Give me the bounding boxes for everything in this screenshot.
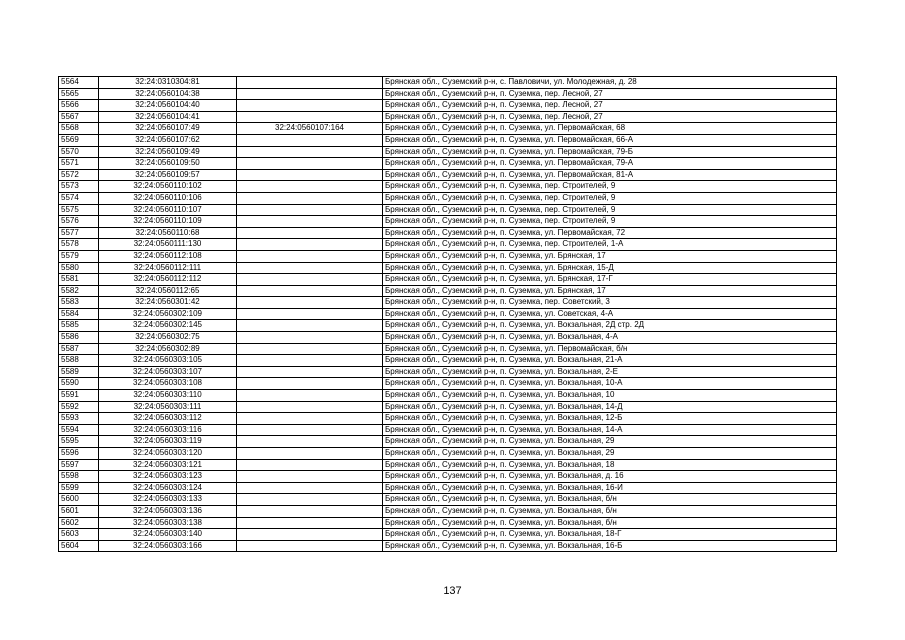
table-row [59, 355, 837, 367]
row-number-cell: 5569 [59, 134, 99, 146]
address-cell: Брянская обл., Суземский р-н, п. Суземка, ул. Советская, 4-А [383, 308, 837, 320]
address-cell: Брянская обл., Суземский р-н, п. Суземка, пер. Строителей, 9 [383, 204, 837, 216]
linked-cadastral-number-cell [237, 100, 383, 112]
row-number-cell: 5581 [59, 274, 99, 286]
cadastral-number-cell: 32:24:0560104:40 [99, 100, 237, 112]
address-cell: Брянская обл., Суземский р-н, п. Суземка, ул. Вокзальная, 29 [383, 448, 837, 460]
linked-cadastral-number-cell: 32:24:0560107:164 [237, 123, 383, 135]
linked-cadastral-number-cell [237, 285, 383, 297]
cadastral-number-cell: 32:24:0310304:81 [99, 77, 237, 89]
table-row [59, 274, 837, 286]
cadastral-number-cell: 32:24:0560303:121 [99, 459, 237, 471]
row-number-cell: 5589 [59, 366, 99, 378]
table-row [59, 366, 837, 378]
row-number-cell: 5570 [59, 146, 99, 158]
linked-cadastral-number-cell [237, 540, 383, 552]
row-number-cell: 5593 [59, 413, 99, 425]
cadastral-number-cell: 32:24:0560112:108 [99, 250, 237, 262]
cadastral-number-cell: 32:24:0560110:107 [99, 204, 237, 216]
row-number-cell: 5582 [59, 285, 99, 297]
linked-cadastral-number-cell [237, 390, 383, 402]
row-number-cell: 5588 [59, 355, 99, 367]
row-number-cell: 5591 [59, 390, 99, 402]
linked-cadastral-number-cell [237, 77, 383, 89]
row-number-cell: 5601 [59, 505, 99, 517]
cadastral-number-cell: 32:24:0560303:119 [99, 436, 237, 448]
table-row [59, 540, 837, 552]
table-row [59, 227, 837, 239]
table-row [59, 517, 837, 529]
table-row [59, 424, 837, 436]
address-cell: Брянская обл., Суземский р-н, с. Павловичи, ул. Молодежная, д. 28 [383, 77, 837, 89]
table-row [59, 123, 837, 135]
table-row [59, 471, 837, 483]
row-number-cell: 5586 [59, 332, 99, 344]
table-row [59, 390, 837, 402]
cadastral-number-cell: 32:24:0560303:112 [99, 413, 237, 425]
address-cell: Брянская обл., Суземский р-н, п. Суземка, ул. Вокзальная, 10 [383, 390, 837, 402]
row-number-cell: 5604 [59, 540, 99, 552]
address-cell: Брянская обл., Суземский р-н, п. Суземка, ул. Вокзальная, 2Д стр. 2Д [383, 320, 837, 332]
linked-cadastral-number-cell [237, 216, 383, 228]
address-cell: Брянская обл., Суземский р-н, п. Суземка, ул. Брянская, 15-Д [383, 262, 837, 274]
row-number-cell: 5594 [59, 424, 99, 436]
address-cell: Брянская обл., Суземский р-н, п. Суземка, ул. Вокзальная, 14-Д [383, 401, 837, 413]
linked-cadastral-number-cell [237, 262, 383, 274]
address-cell: Брянская обл., Суземский р-н, п. Суземка, ул. Брянская, 17-Г [383, 274, 837, 286]
linked-cadastral-number-cell [237, 320, 383, 332]
cadastral-number-cell: 32:24:0560302:89 [99, 343, 237, 355]
cadastral-number-cell: 32:24:0560107:62 [99, 134, 237, 146]
address-cell: Брянская обл., Суземский р-н, п. Суземка, ул. Первомайская, 68 [383, 123, 837, 135]
cadastral-number-cell: 32:24:0560104:38 [99, 88, 237, 100]
address-cell: Брянская обл., Суземский р-н, п. Суземка, пер. Лесной, 27 [383, 100, 837, 112]
linked-cadastral-number-cell [237, 366, 383, 378]
cadastral-number-cell: 32:24:0560104:41 [99, 111, 237, 123]
table-row [59, 459, 837, 471]
cadastral-number-cell: 32:24:0560110:102 [99, 181, 237, 193]
address-cell: Брянская обл., Суземский р-н, п. Суземка, пер. Лесной, 27 [383, 88, 837, 100]
linked-cadastral-number-cell [237, 471, 383, 483]
table-row [59, 239, 837, 251]
linked-cadastral-number-cell [237, 169, 383, 181]
linked-cadastral-number-cell [237, 88, 383, 100]
linked-cadastral-number-cell [237, 529, 383, 541]
row-number-cell: 5592 [59, 401, 99, 413]
row-number-cell: 5568 [59, 123, 99, 135]
address-cell: Брянская обл., Суземский р-н, п. Суземка, ул. Вокзальная, 21-А [383, 355, 837, 367]
table-row [59, 169, 837, 181]
linked-cadastral-number-cell [237, 227, 383, 239]
address-cell: Брянская обл., Суземский р-н, п. Суземка, ул. Вокзальная, б/н [383, 505, 837, 517]
address-cell: Брянская обл., Суземский р-н, п. Суземка, ул. Первомайская, 72 [383, 227, 837, 239]
table-row [59, 146, 837, 158]
linked-cadastral-number-cell [237, 146, 383, 158]
table-row [59, 308, 837, 320]
table-row [59, 181, 837, 193]
row-number-cell: 5598 [59, 471, 99, 483]
linked-cadastral-number-cell [237, 401, 383, 413]
row-number-cell: 5602 [59, 517, 99, 529]
address-cell: Брянская обл., Суземский р-н, п. Суземка, пер. Советский, 3 [383, 297, 837, 309]
cadastral-number-cell: 32:24:0560303:124 [99, 482, 237, 494]
cadastral-number-cell: 32:24:0560109:50 [99, 158, 237, 170]
row-number-cell: 5600 [59, 494, 99, 506]
address-cell: Брянская обл., Суземский р-н, п. Суземка, ул. Вокзальная, 4-А [383, 332, 837, 344]
table-row [59, 320, 837, 332]
row-number-cell: 5575 [59, 204, 99, 216]
cadastral-number-cell: 32:24:0560112:112 [99, 274, 237, 286]
cadastral-number-cell: 32:24:0560303:136 [99, 505, 237, 517]
address-cell: Брянская обл., Суземский р-н, п. Суземка, ул. Вокзальная, 12-Б [383, 413, 837, 425]
address-cell: Брянская обл., Суземский р-н, п. Суземка, ул. Первомайская, б/н [383, 343, 837, 355]
linked-cadastral-number-cell [237, 134, 383, 146]
cadastral-number-cell: 32:24:0560110:109 [99, 216, 237, 228]
row-number-cell: 5580 [59, 262, 99, 274]
registry-table [58, 76, 837, 552]
cadastral-number-cell: 32:24:0560303:111 [99, 401, 237, 413]
row-number-cell: 5603 [59, 529, 99, 541]
address-cell: Брянская обл., Суземский р-н, п. Суземка, ул. Первомайская, 66-А [383, 134, 837, 146]
address-cell: Брянская обл., Суземский р-н, п. Суземка, ул. Первомайская, 81-А [383, 169, 837, 181]
cadastral-number-cell: 32:24:0560303:110 [99, 390, 237, 402]
address-cell: Брянская обл., Суземский р-н, п. Суземка, ул. Вокзальная, 14-А [383, 424, 837, 436]
address-cell: Брянская обл., Суземский р-н, п. Суземка, пер. Лесной, 27 [383, 111, 837, 123]
table-row [59, 204, 837, 216]
cadastral-number-cell: 32:24:0560110:68 [99, 227, 237, 239]
address-cell: Брянская обл., Суземский р-н, п. Суземка, пер. Строителей, 1-А [383, 239, 837, 251]
row-number-cell: 5567 [59, 111, 99, 123]
table-row [59, 436, 837, 448]
cadastral-number-cell: 32:24:0560303:120 [99, 448, 237, 460]
row-number-cell: 5596 [59, 448, 99, 460]
address-cell: Брянская обл., Суземский р-н, п. Суземка, пер. Строителей, 9 [383, 181, 837, 193]
linked-cadastral-number-cell [237, 297, 383, 309]
address-cell: Брянская обл., Суземский р-н, п. Суземка, ул. Вокзальная, д. 16 [383, 471, 837, 483]
cadastral-number-cell: 32:24:0560303:107 [99, 366, 237, 378]
table-row [59, 111, 837, 123]
cadastral-number-cell: 32:24:0560303:140 [99, 529, 237, 541]
table-row [59, 448, 837, 460]
table-row [59, 250, 837, 262]
cadastral-number-cell: 32:24:0560302:109 [99, 308, 237, 320]
cadastral-number-cell: 32:24:0560301:42 [99, 297, 237, 309]
address-cell: Брянская обл., Суземский р-н, п. Суземка, ул. Брянская, 17 [383, 250, 837, 262]
address-cell: Брянская обл., Суземский р-н, п. Суземка, ул. Брянская, 17 [383, 285, 837, 297]
cadastral-number-cell: 32:24:0560302:75 [99, 332, 237, 344]
table-row [59, 77, 837, 89]
row-number-cell: 5577 [59, 227, 99, 239]
address-cell: Брянская обл., Суземский р-н, п. Суземка, ул. Вокзальная, 16-И [383, 482, 837, 494]
cadastral-number-cell: 32:24:0560112:65 [99, 285, 237, 297]
row-number-cell: 5573 [59, 181, 99, 193]
address-cell: Брянская обл., Суземский р-н, п. Суземка, ул. Вокзальная, 18 [383, 459, 837, 471]
address-cell: Брянская обл., Суземский р-н, п. Суземка, ул. Первомайская, 79-Б [383, 146, 837, 158]
table-row [59, 262, 837, 274]
row-number-cell: 5564 [59, 77, 99, 89]
linked-cadastral-number-cell [237, 413, 383, 425]
table-row [59, 100, 837, 112]
cadastral-number-cell: 32:24:0560303:105 [99, 355, 237, 367]
page-number: 137 [443, 585, 462, 597]
address-cell: Брянская обл., Суземский р-н, п. Суземка, ул. Вокзальная, 29 [383, 436, 837, 448]
row-number-cell: 5599 [59, 482, 99, 494]
table-row [59, 192, 837, 204]
row-number-cell: 5572 [59, 169, 99, 181]
address-cell: Брянская обл., Суземский р-н, п. Суземка, ул. Первомайская, 79-А [383, 158, 837, 170]
address-cell: Брянская обл., Суземский р-н, п. Суземка, ул. Вокзальная, 2-Е [383, 366, 837, 378]
table-row [59, 378, 837, 390]
linked-cadastral-number-cell [237, 355, 383, 367]
table-row [59, 158, 837, 170]
cadastral-number-cell: 32:24:0560109:57 [99, 169, 237, 181]
row-number-cell: 5566 [59, 100, 99, 112]
address-cell: Брянская обл., Суземский р-н, п. Суземка, ул. Вокзальная, б/н [383, 494, 837, 506]
cadastral-number-cell: 32:24:0560303:133 [99, 494, 237, 506]
table-row [59, 88, 837, 100]
cadastral-number-cell: 32:24:0560302:145 [99, 320, 237, 332]
linked-cadastral-number-cell [237, 424, 383, 436]
cadastral-number-cell: 32:24:0560107:49 [99, 123, 237, 135]
linked-cadastral-number-cell [237, 459, 383, 471]
table-row [59, 505, 837, 517]
linked-cadastral-number-cell [237, 308, 383, 320]
linked-cadastral-number-cell [237, 436, 383, 448]
linked-cadastral-number-cell [237, 204, 383, 216]
row-number-cell: 5595 [59, 436, 99, 448]
address-cell: Брянская обл., Суземский р-н, п. Суземка, ул. Вокзальная, б/н [383, 517, 837, 529]
table-row [59, 332, 837, 344]
linked-cadastral-number-cell [237, 239, 383, 251]
cadastral-number-cell: 32:24:0560303:166 [99, 540, 237, 552]
linked-cadastral-number-cell [237, 343, 383, 355]
linked-cadastral-number-cell [237, 448, 383, 460]
row-number-cell: 5597 [59, 459, 99, 471]
linked-cadastral-number-cell [237, 482, 383, 494]
linked-cadastral-number-cell [237, 250, 383, 262]
linked-cadastral-number-cell [237, 274, 383, 286]
cadastral-number-cell: 32:24:0560112:111 [99, 262, 237, 274]
table-row [59, 494, 837, 506]
linked-cadastral-number-cell [237, 494, 383, 506]
row-number-cell: 5590 [59, 378, 99, 390]
row-number-cell: 5583 [59, 297, 99, 309]
cadastral-number-cell: 32:24:0560303:116 [99, 424, 237, 436]
cadastral-number-cell: 32:24:0560303:108 [99, 378, 237, 390]
cadastral-number-cell: 32:24:0560110:106 [99, 192, 237, 204]
linked-cadastral-number-cell [237, 111, 383, 123]
linked-cadastral-number-cell [237, 378, 383, 390]
table-row [59, 343, 837, 355]
row-number-cell: 5578 [59, 239, 99, 251]
address-cell: Брянская обл., Суземский р-н, п. Суземка, ул. Вокзальная, 18-Г [383, 529, 837, 541]
table-row [59, 297, 837, 309]
table-row [59, 482, 837, 494]
table-row [59, 413, 837, 425]
row-number-cell: 5579 [59, 250, 99, 262]
linked-cadastral-number-cell [237, 181, 383, 193]
linked-cadastral-number-cell [237, 505, 383, 517]
cadastral-number-cell: 32:24:0560303:138 [99, 517, 237, 529]
address-cell: Брянская обл., Суземский р-н, п. Суземка, пер. Строителей, 9 [383, 216, 837, 228]
row-number-cell: 5571 [59, 158, 99, 170]
row-number-cell: 5587 [59, 343, 99, 355]
linked-cadastral-number-cell [237, 158, 383, 170]
row-number-cell: 5584 [59, 308, 99, 320]
table-row [59, 216, 837, 228]
table-row [59, 134, 837, 146]
linked-cadastral-number-cell [237, 332, 383, 344]
table-row [59, 529, 837, 541]
row-number-cell: 5576 [59, 216, 99, 228]
cadastral-number-cell: 32:24:0560111:130 [99, 239, 237, 251]
registry-table-body [59, 77, 837, 552]
row-number-cell: 5585 [59, 320, 99, 332]
linked-cadastral-number-cell [237, 192, 383, 204]
address-cell: Брянская обл., Суземский р-н, п. Суземка, ул. Вокзальная, 16-Б [383, 540, 837, 552]
address-cell: Брянская обл., Суземский р-н, п. Суземка, пер. Строителей, 9 [383, 192, 837, 204]
linked-cadastral-number-cell [237, 517, 383, 529]
row-number-cell: 5574 [59, 192, 99, 204]
cadastral-number-cell: 32:24:0560109:49 [99, 146, 237, 158]
address-cell: Брянская обл., Суземский р-н, п. Суземка, ул. Вокзальная, 10-А [383, 378, 837, 390]
cadastral-number-cell: 32:24:0560303:123 [99, 471, 237, 483]
table-row [59, 401, 837, 413]
table-row [59, 285, 837, 297]
row-number-cell: 5565 [59, 88, 99, 100]
